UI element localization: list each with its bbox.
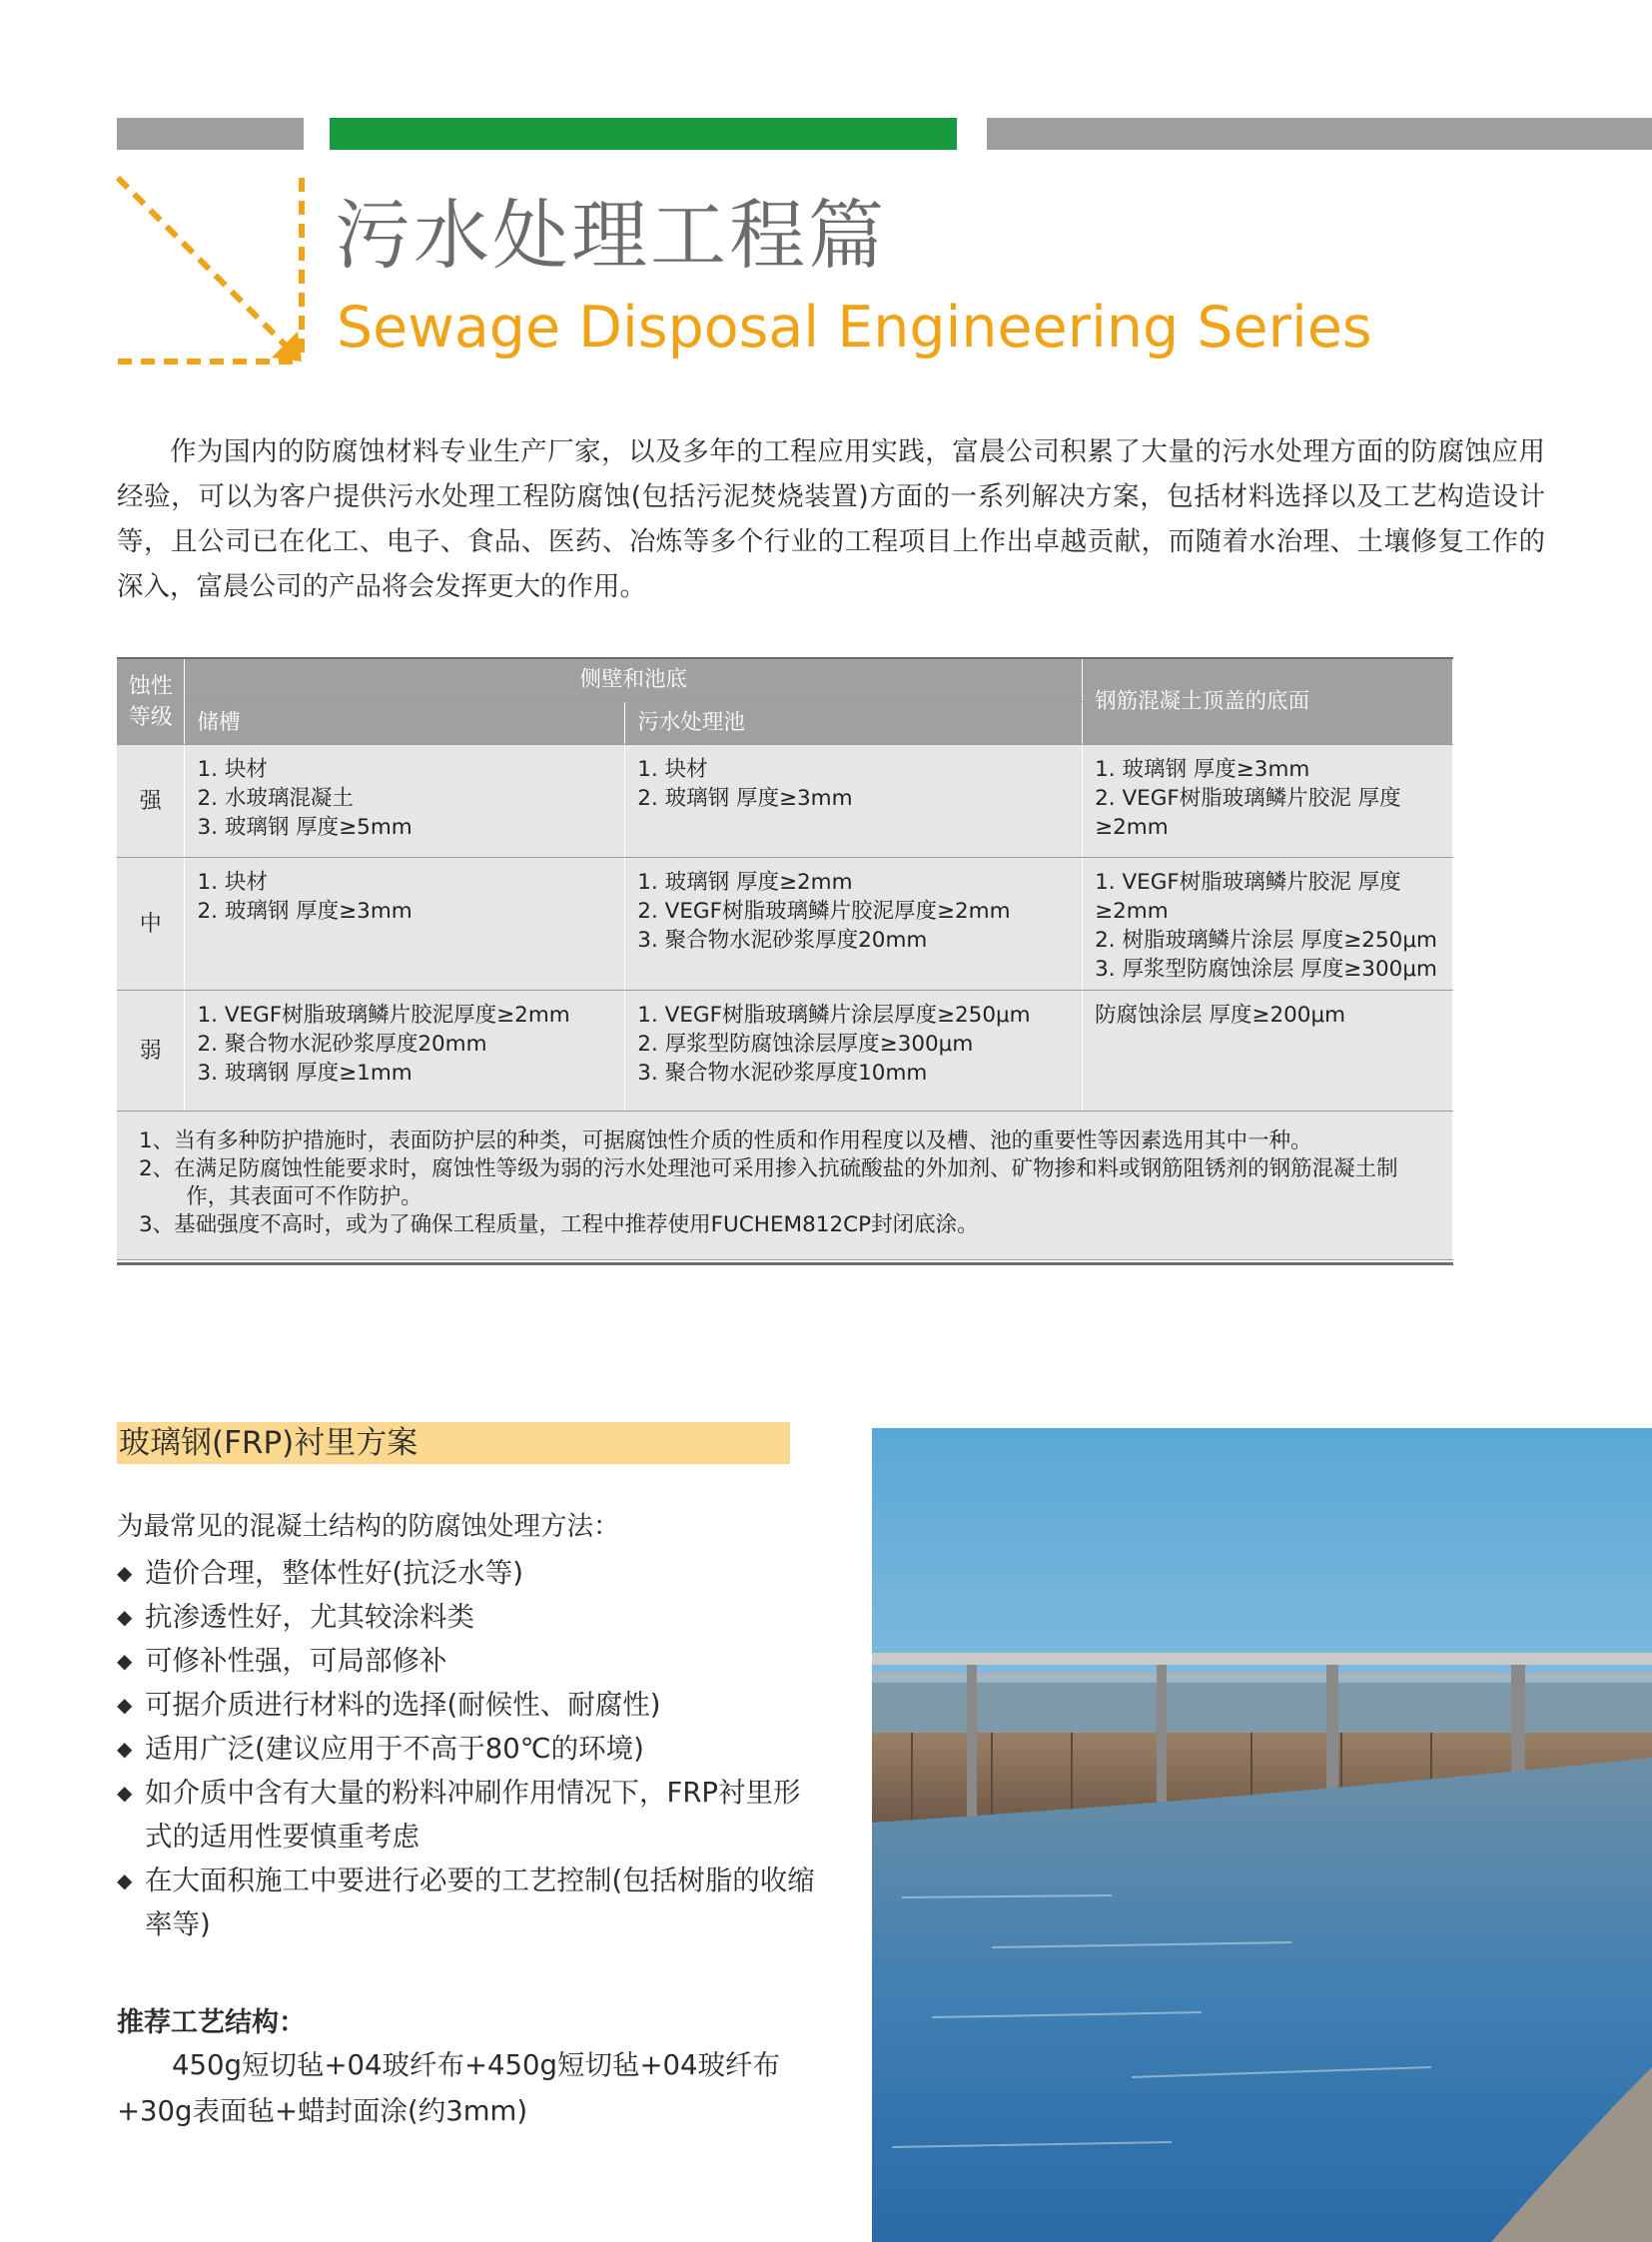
table-cell-c2 bbox=[625, 991, 1083, 1112]
table-cell-c2 bbox=[625, 745, 1083, 858]
cell-line: 1. VEGF树脂玻璃鳞片涂层厚度≥250μm bbox=[637, 1003, 1031, 1028]
recommended-structure-body: 450g短切毡+04玻纤布+450g短切毡+04玻纤布+30g表面毡+蜡封面涂(约3mm) bbox=[117, 2049, 781, 2127]
list-item bbox=[117, 1727, 816, 1771]
cell-line: 2. 厚浆型防腐蚀涂层厚度≥300μm bbox=[637, 1032, 974, 1057]
table-cell-c3 bbox=[1083, 991, 1453, 1112]
cell-line: 防腐蚀涂层 厚度≥200μm bbox=[1095, 1003, 1346, 1028]
cell-line: 3. 聚合物水泥砂浆厚度20mm bbox=[637, 928, 928, 953]
list-item bbox=[117, 1771, 816, 1859]
table-row bbox=[117, 991, 1453, 1112]
table-notes bbox=[117, 1112, 1453, 1260]
cell-line: 1. 玻璃钢 厚度≥3mm bbox=[1095, 757, 1310, 782]
cell-line: 2. 水玻璃混凝土 bbox=[197, 786, 354, 811]
bullet-text: 抗渗透性好，尤其较涂料类 bbox=[145, 1601, 474, 1633]
bullet-text: 造价合理，整体性好(抗泛水等) bbox=[145, 1557, 523, 1589]
table-cell-c1 bbox=[185, 991, 625, 1112]
cell-line: 1. 块材 bbox=[637, 757, 708, 782]
list-item bbox=[117, 1859, 816, 1946]
header-col2: 污水处理池 bbox=[625, 702, 1083, 745]
bullet-text: 适用广泛(建议应用于不高于80℃的环境) bbox=[145, 1733, 644, 1765]
table-cell-c3 bbox=[1083, 745, 1453, 858]
header-group-walls: 侧壁和池底 bbox=[185, 659, 1083, 702]
diamond-bullet-icon: ◆ bbox=[117, 1561, 133, 1585]
note-line: 2、在满足防腐蚀性能要求时，腐蚀性等级为弱的污水处理池可采用掺入抗硫酸盐的外加剂、矿物掺和料或钢筋阻锈剂的钢筋混凝土制作，其表面可不作防护。 bbox=[139, 1156, 1398, 1209]
table-cell-c1 bbox=[185, 858, 625, 991]
sewage-tank-photo bbox=[872, 1428, 1652, 2242]
cell-line: 2. VEGF树脂玻璃鳞片胶泥 厚度≥2mm bbox=[1095, 786, 1401, 840]
table-bottom-rule bbox=[117, 1262, 1453, 1265]
header-bar-left bbox=[117, 118, 304, 150]
corner-arrow-decoration bbox=[112, 172, 312, 372]
header-grade bbox=[117, 659, 185, 745]
cell-line: 2. 聚合物水泥砂浆厚度20mm bbox=[197, 1032, 487, 1057]
intro-paragraph bbox=[117, 429, 1545, 609]
note-line: 1、当有多种防护措施时，表面防护层的种类，可据腐蚀性介质的性质和作用程度以及槽、池的重要性等因素选用其中一种。 bbox=[139, 1128, 1312, 1153]
cell-line: 1. 块材 bbox=[197, 870, 268, 895]
table-cell-c1 bbox=[185, 745, 625, 858]
table-row bbox=[117, 858, 1453, 991]
diamond-bullet-icon: ◆ bbox=[117, 1781, 133, 1805]
diamond-bullet-icon: ◆ bbox=[117, 1693, 133, 1717]
header-col1: 储槽 bbox=[185, 702, 625, 745]
bullet-text: 可据介质进行材料的选择(耐候性、耐腐性) bbox=[145, 1689, 661, 1721]
list-item bbox=[117, 1551, 816, 1595]
cell-line: 3. 玻璃钢 厚度≥1mm bbox=[197, 1061, 413, 1086]
table-cell-c2 bbox=[625, 858, 1083, 991]
list-item bbox=[117, 1595, 816, 1639]
intro-text: 作为国内的防腐蚀材料专业生产厂家，以及多年的工程应用实践，富晨公司积累了大量的污水处理方面的防腐蚀应用经验，可以为客户提供污水处理工程防腐蚀(包括污泥焚烧装置)方面的一系列解决方案，包括材料选择以及工艺构造设计等，且公司已在化工、电子、食品、医药、冶炼等多个行业的工程项目上作出卓越贡献，而随着水治理、土壤修复工作的深入，富晨公司的产品将会发挥更大的作用。 bbox=[117, 436, 1545, 602]
cell-line: 1. 玻璃钢 厚度≥2mm bbox=[637, 870, 853, 895]
bullet-text: 在大面积施工中要进行必要的工艺控制(包括树脂的收缩率等) bbox=[145, 1865, 815, 1940]
header-grade-line1: 蚀性 bbox=[128, 673, 173, 699]
cell-line: 2. VEGF树脂玻璃鳞片胶泥厚度≥2mm bbox=[637, 899, 1011, 924]
frp-section-heading bbox=[117, 1422, 790, 1464]
table-row bbox=[117, 745, 1453, 858]
recommended-structure-title: 推荐工艺结构： bbox=[117, 2007, 306, 2038]
grade-cell: 中 bbox=[117, 858, 185, 991]
cell-line: 2. 玻璃钢 厚度≥3mm bbox=[197, 899, 413, 924]
frp-heading-text: 玻璃钢(FRP)衬里方案 bbox=[119, 1425, 418, 1461]
diamond-bullet-icon: ◆ bbox=[117, 1737, 133, 1761]
grade-cell: 强 bbox=[117, 745, 185, 858]
frp-intro: 为最常见的混凝土结构的防腐蚀处理方法： bbox=[117, 1511, 620, 1542]
cell-line: 3. 厚浆型防腐蚀涂层 厚度≥300μm bbox=[1095, 957, 1437, 982]
cell-line: 2. 玻璃钢 厚度≥3mm bbox=[637, 786, 853, 811]
cell-line: 1. VEGF树脂玻璃鳞片胶泥厚度≥2mm bbox=[197, 1003, 570, 1028]
grade-cell: 弱 bbox=[117, 991, 185, 1112]
frp-bullet-list bbox=[117, 1551, 816, 1946]
corrosion-protection-table bbox=[117, 659, 1453, 1260]
header-col3: 钢筋混凝土顶盖的底面 bbox=[1083, 659, 1453, 745]
list-item bbox=[117, 1683, 816, 1727]
cell-line: 1. 块材 bbox=[197, 757, 268, 782]
header-bar-green bbox=[330, 118, 957, 150]
page-title-cn: 污水处理工程篇 bbox=[335, 191, 887, 280]
cell-line: 3. 聚合物水泥砂浆厚度10mm bbox=[637, 1061, 928, 1086]
list-item bbox=[117, 1639, 816, 1683]
cell-line: 3. 玻璃钢 厚度≥5mm bbox=[197, 815, 413, 840]
diamond-bullet-icon: ◆ bbox=[117, 1605, 133, 1629]
cell-line: 2. 树脂玻璃鳞片涂层 厚度≥250μm bbox=[1095, 928, 1437, 953]
diamond-bullet-icon: ◆ bbox=[117, 1868, 133, 1892]
table-notes-row bbox=[117, 1112, 1453, 1260]
note-line: 3、基础强度不高时，或为了确保工程质量，工程中推荐使用FUCHEM812CP封闭底涂。 bbox=[139, 1212, 979, 1237]
header-bar-right bbox=[987, 118, 1652, 150]
bullet-text: 可修补性强，可局部修补 bbox=[145, 1645, 447, 1677]
page-title-en: Sewage Disposal Engineering Series bbox=[337, 295, 1372, 361]
table-cell-c3 bbox=[1083, 858, 1453, 991]
header-grade-line2: 等级 bbox=[128, 704, 173, 730]
diamond-bullet-icon: ◆ bbox=[117, 1649, 133, 1673]
cell-line: 1. VEGF树脂玻璃鳞片胶泥 厚度≥2mm bbox=[1095, 870, 1401, 924]
bullet-text: 如介质中含有大量的粉料冲刷作用情况下，FRP衬里形式的适用性要慎重考虑 bbox=[145, 1777, 801, 1853]
